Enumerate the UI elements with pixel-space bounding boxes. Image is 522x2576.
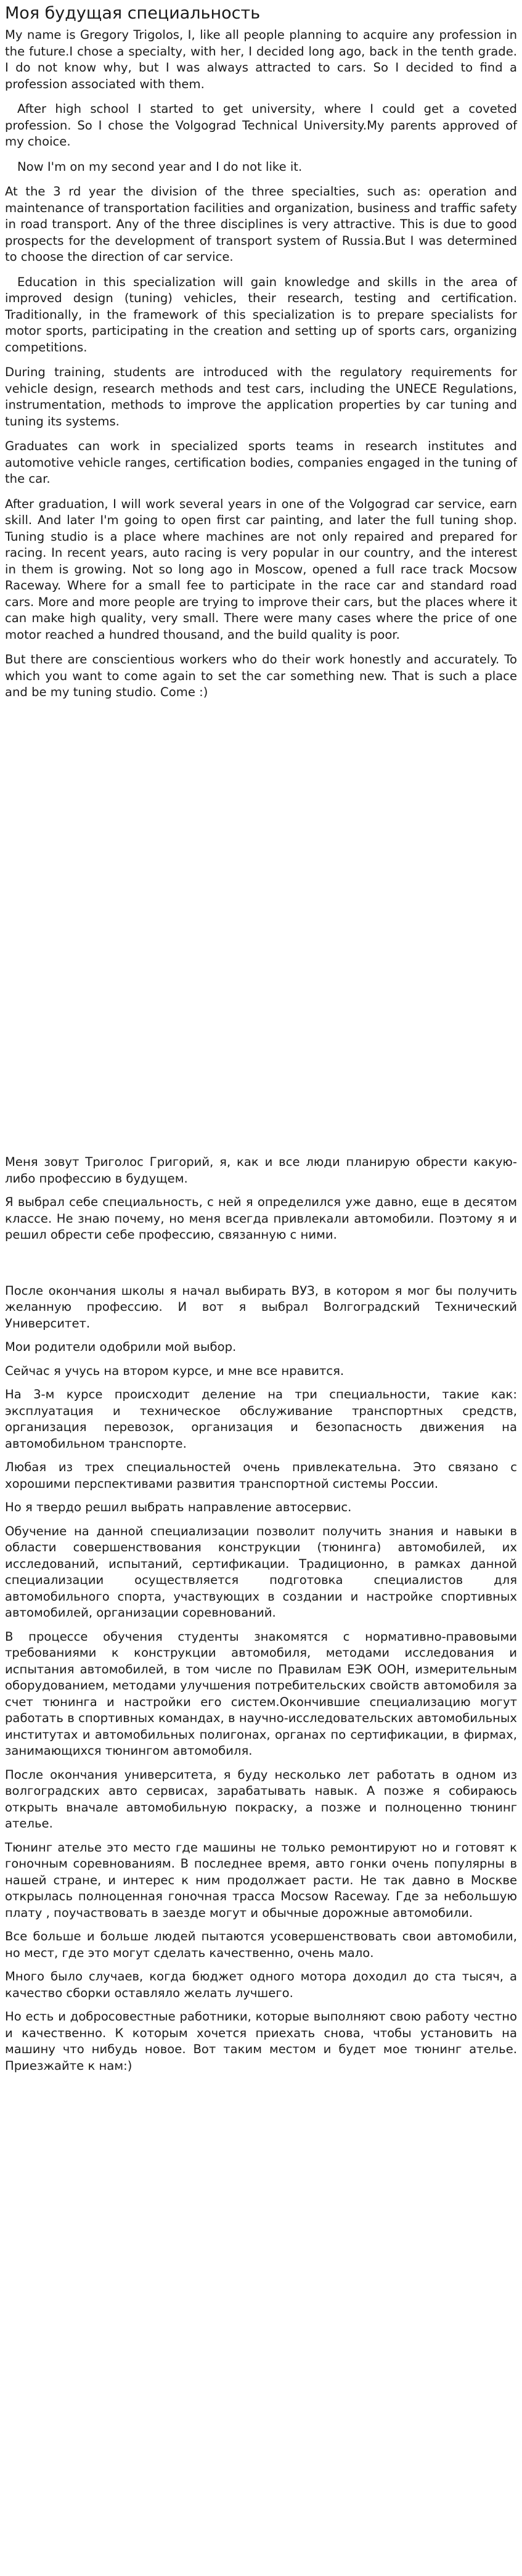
page-title: Моя будущая специальность <box>5 4 261 23</box>
paragraph: На 3-м курсе происходит деление на три специальности, такие как: эксплуатация и техническое обслуживание транспортных средств, организация перевозок, организация и безопасность движения на автомобильном транспорте. <box>5 1387 517 1451</box>
paragraph: Education in this specialization will gain knowledge and skills in the area of improved design (tuning) vehicles, their research, testing and certification. Traditionally, in the framework of this specialization is to prepare specialists for motor sports, participating in the creation and setting up of sports cars, organizing competitions. <box>5 274 517 355</box>
paragraph: Много было случаев, когда бюджет одного мотора доходил до ста тысяч, а качество сборки оставляло желать лучшего. <box>5 1969 517 2000</box>
paragraph: After high school I started to get university, where I could get a coveted profession. So I chose the Volgograd Technical University.My parents approved of my choice. <box>5 102 517 149</box>
paragraph: Все больше и больше людей пытаются усовершенствовать свои автомобили, но мест, где это могут сделать качественно, очень мало. <box>5 1929 517 1960</box>
paragraph: During training, students are introduced with the regulatory requirements for vehicle design, research methods and test cars, including the UNECE Regulations, instrumentation, methods to improve the application properties by car tuning and tuning its systems. <box>5 365 517 429</box>
paragraph: Тюнинг ательe это место где машины не только ремонтируют но и готовят к гоночным соревнованиям. В последнее время, авто гонки очень популярны в нашей стране, и интерес к ним продолжает расти. Не так давно в Москве открылась полноценная гоночная трасса Mocsow Raceway. Где за небольшую плату , поучаствовать в заезде могут и обычные дорожные автомобили. <box>5 1840 517 1920</box>
paragraph: My name is Gregory Trigolos, I, like all people planning to acquire any profession in the future.I chose a specialty, with her, I decided long ago, back in the tenth grade. I do not know why, but I was always attracted to cars. So I decided to find a profession associated with them. <box>5 28 517 91</box>
paragraph: Now I'm on my second year and I do not like it. <box>17 159 303 174</box>
russian-text <box>5 1154 517 2082</box>
paragraph: Меня зовут Триголос Григорий, я, как и все люди планирую обрести какую-либо профессию в будущем. <box>5 1155 517 1186</box>
english-text <box>5 27 517 710</box>
blank-space <box>5 1251 517 1283</box>
paragraph: Я выбрал себе специальность, с ней я определился уже давно, еще в десятом классе. Не знаю почему, но меня всегда привлекали автомобили. Поэтому я и решил обрести себе профессию, связанную с ними. <box>5 1195 517 1242</box>
paragraph: После окончания университета, я буду несколько лет работать в одном из волгоградских авто сервисах, зарабатывать навык. А позже я собираюсь открыть вначале автомобильную покраску, а позже и полноценно тюнинг ательe. <box>5 1767 517 1831</box>
paragraph: At the 3 rd year the division of the three specialties, such as: operation and maintenance of transportation facilities and organization, business and traffic safety in road transport. Any of the three disciplines is very attractive. This is due to good prospects for the development of transport system of Russia.But I was determined to choose the direction of car service. <box>5 184 517 264</box>
paragraph: Сейчас я учусь на втором курсе, и мне все нравится. <box>5 1363 345 1378</box>
paragraph: But there are conscientious workers who do their work honestly and accurately. To which you want to come again to set the car something new. That is such a place and be my tuning studio. Come :) <box>5 652 517 699</box>
paragraph: Но есть и добросовестные работники, которые выполняют свою работу честно и качественно. К которым хочется приехать снова, чтобы установить на машину что нибудь новое. Вот таким местом и будет мое тюнинг ательe. Приезжайте к нам:) <box>5 2009 517 2073</box>
paragraph: Graduates can work in specialized sports teams in research institutes and automotive vehicle ranges, certification bodies, companies engaged in the tuning of the car. <box>5 439 517 486</box>
paragraph: Любая из трех специальностей очень привлекательна. Это связано с хорошими перспективами развития транспортной системы России. <box>5 1460 517 1491</box>
paragraph: Обучение на данной специализации позволит получить знания и навыки в области совершенствования конструкции (тюнинга) автомобилей, их исследований, испытаний, сертификации. Традиционно, в рамках данной специализации осуществляется подготовка специалистов для автомобильного спорта, участвующих в создании и настройке спортивных автомобилей, организации соревнований. <box>5 1524 517 1620</box>
paragraph: После окончания школы я начал выбирать ВУЗ, в котором я мог бы получить желанную профессию. И вот я выбрал Волгоградский Технический Университет. <box>5 1283 517 1331</box>
paragraph: Мои родители одобрили мой выбор. <box>5 1340 237 1354</box>
paragraph: Но я твердо решил выбрать направление автосервис. <box>5 1500 352 1514</box>
paragraph: В процессе обучения студенты знакомятся с нормативно-правовыми требованиями к конструкции автомобиля, методами исследования и испытания автомобилей, в том числе по Правилам ЕЭК ООН, измерительным оборудованием, методами улучшения потребительских свойств автомобиля за счет тюнинга и настройки его систем.Окончившие специализацию могут работать в спортивных командах, в научно-исследовательских автомобильных институтах и автомобильных полигонах, органах по сертификации, в фирмах, занимающихся тюнингом автомобиля. <box>5 1629 517 1758</box>
paragraph: After graduation, I will work several years in one of the Volgograd car service, earn skill. And later I'm going to open first car painting, and later the full tuning shop. Tuning studio is a place where machines are not only repaired and prepared for racing. In recent years, auto racing is very popular in our country, and the interest in them is growing. Not so long ago in Moscow, opened a full race track Mocsow Raceway. Where for a small fee to participate in the race car and standard road cars. More and more people are trying to improve their cars, but the places where it can make high quality, very small. There were many cases where the price of one motor reached a hundred thousand, and the build quality is poor. <box>5 496 517 642</box>
